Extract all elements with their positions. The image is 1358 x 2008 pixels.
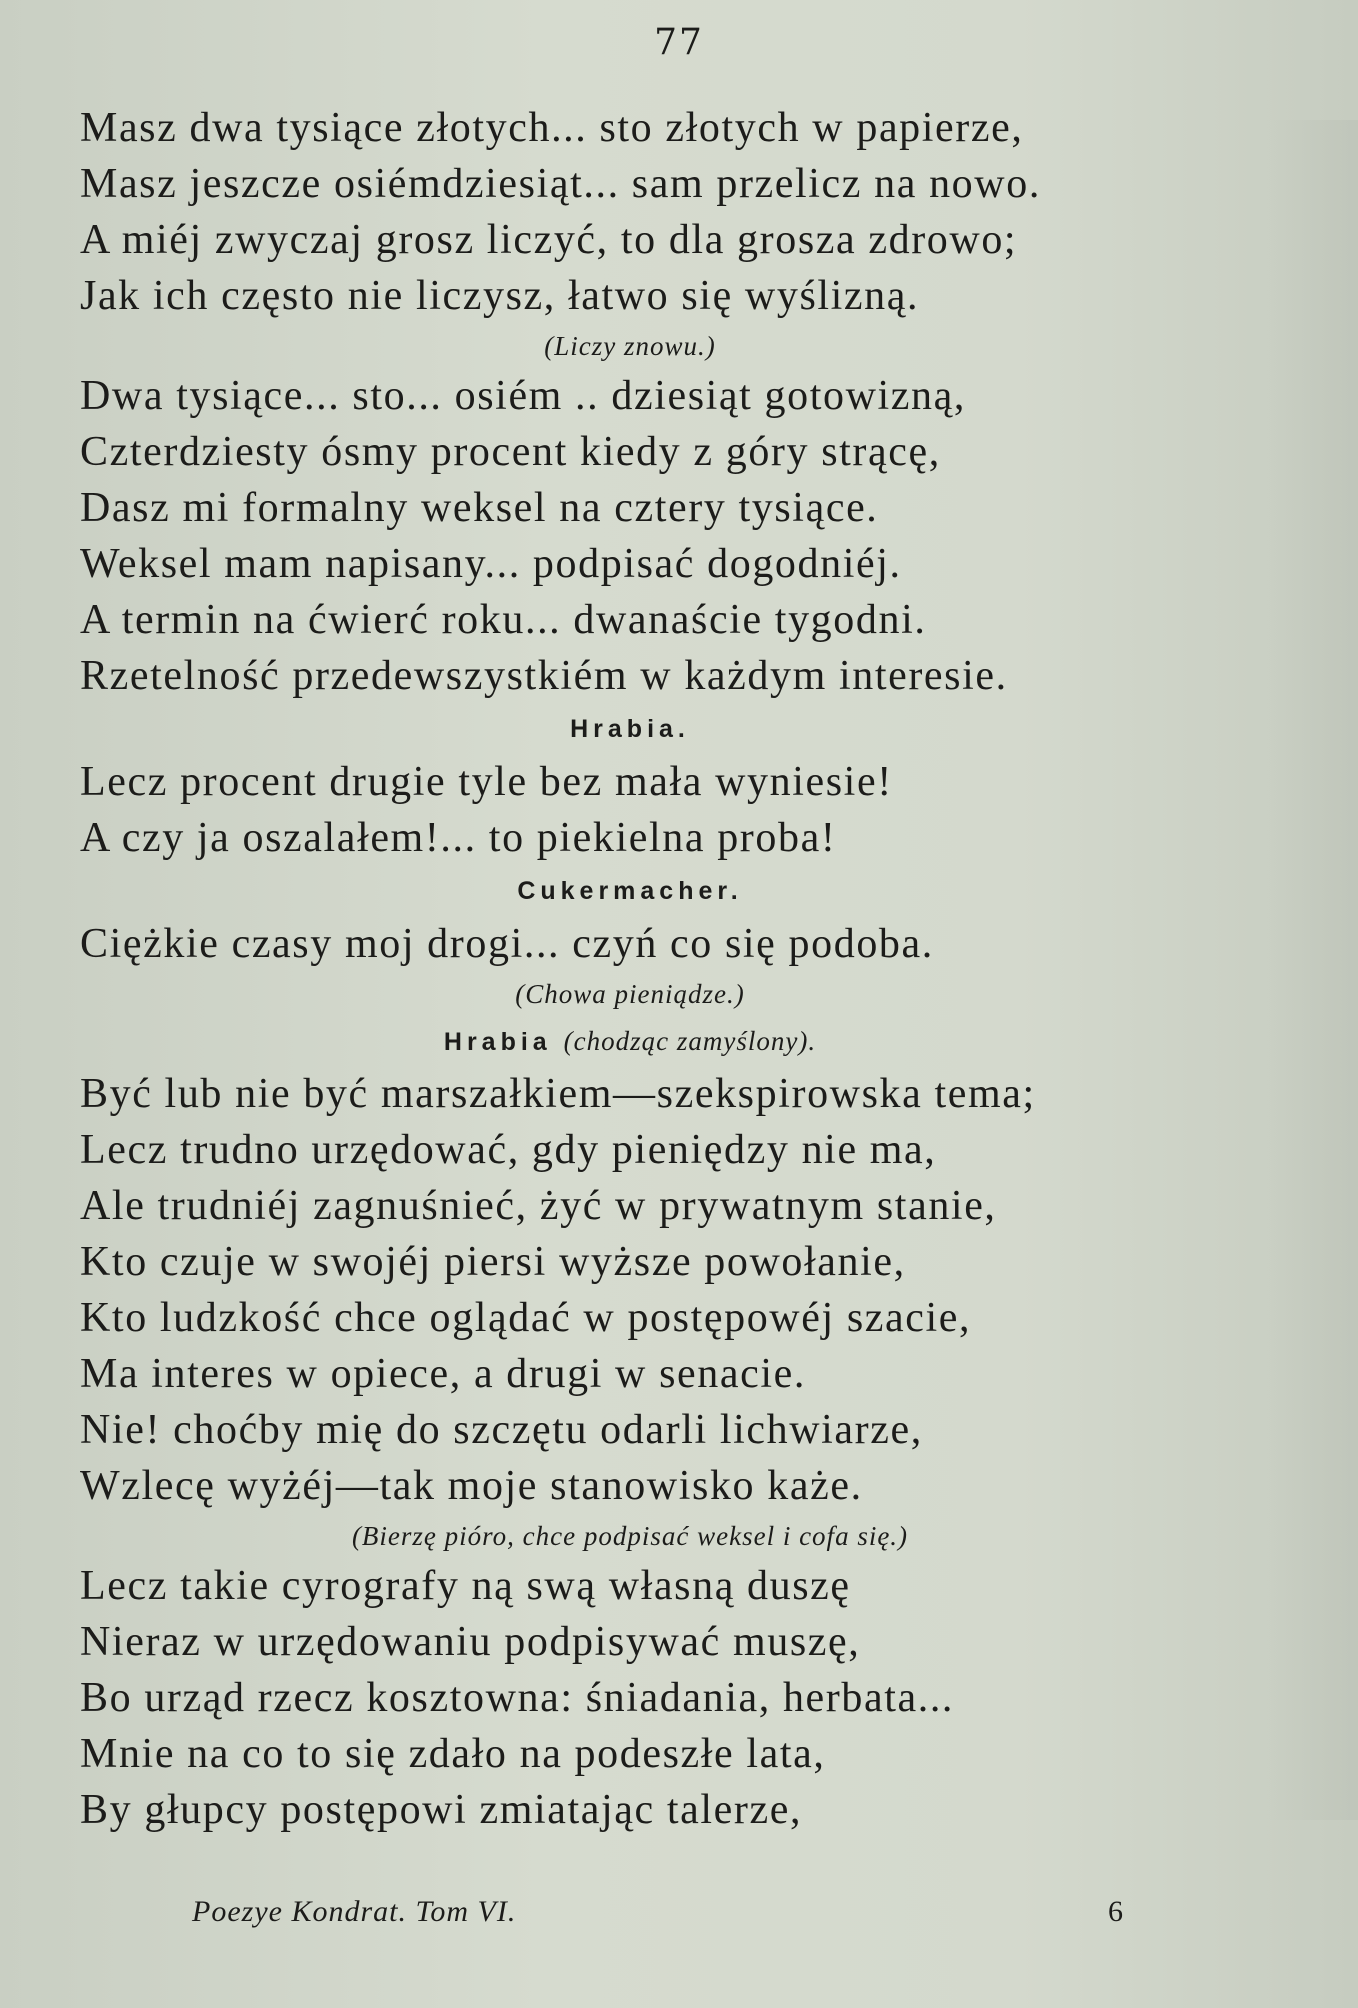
verse-line: Rzetelność przedewszystkiém w każdym interesie. — [80, 653, 1008, 699]
verse-line: Weksel mam napisany... podpisać dogodniéj. — [80, 541, 902, 587]
verse-line: A miéj zwyczaj grosz liczyć, to dla grosza zdrowo; — [80, 217, 1018, 263]
verse-line: Wzlecę wyżéj—tak moje stanowisko każe. — [80, 1463, 863, 1509]
speaker-name — [80, 1016, 1180, 1066]
stage-direction: (Chowa pieniądze.) — [515, 979, 745, 1009]
verse-line: A czy ja oszalałem!... to piekielna proba! — [80, 815, 837, 861]
speaker-name — [80, 704, 1180, 754]
verse-line: Jak ich często nie liczysz, łatwo się wyślizną. — [80, 273, 920, 319]
verse-line: Bo urząd rzecz kosztowna: śniadania, herbata... — [80, 1675, 955, 1721]
verse-line: Nieraz w urzędowaniu podpisywać muszę, — [80, 1619, 861, 1665]
speaker-name — [80, 866, 1180, 916]
speaker-label: Hrabia. — [570, 715, 690, 743]
verse-line: Mnie na co to się zdało na podeszłe lata, — [80, 1731, 826, 1777]
page-number: 77 — [654, 22, 704, 63]
verse-line: Masz dwa tysiące złotych... sto złotych w papierze, — [80, 105, 1024, 151]
verse-line: Lecz takie cyrografy ną swą własną duszę — [80, 1563, 851, 1609]
verse-line: Lecz trudno urzędować, gdy pieniędzy nie ma, — [80, 1127, 937, 1173]
verse-text-block — [80, 100, 1280, 1838]
verse-line: Dwa tysiące... sto... osiém .. dziesiąt gotowizną, — [80, 373, 966, 419]
verse-line: Czterdziesty ósmy procent kiedy z góry strącę, — [80, 429, 941, 475]
speaker-direction: (chodząc zamyślony). — [563, 1026, 817, 1056]
verse-line: Lecz procent drugie tyle bez mała wyniesie! — [80, 759, 893, 805]
verse-line: Kto czuje w swojéj piersi wyższe powołanie, — [80, 1239, 906, 1285]
verse-line: Ma interes w opiece, a drugi w senacie. — [80, 1351, 806, 1397]
verse-line: By głupcy postępowi zmiatając talerze, — [80, 1787, 803, 1833]
verse-line: Być lub nie być marszałkiem—szekspirowska tema; — [80, 1071, 1036, 1117]
stage-direction: (Liczy znowu.) — [544, 331, 716, 361]
page-shadow — [1268, 120, 1358, 1820]
stage-direction: (Bierzę pióro, chce podpisać weksel i cofa się.) — [351, 1521, 909, 1551]
speaker-label: Cukermacher. — [517, 877, 743, 905]
printer-signature: Poezye Kondrat. Tom VI. — [192, 1895, 517, 1928]
verse-line: Masz jeszcze osiémdziesiąt... sam przelicz na nowo. — [80, 161, 1041, 207]
verse-line: Kto ludzkość chce oglądać w postępowéj szacie, — [80, 1295, 972, 1341]
verse-line: Ale trudniéj zagnuśnieć, żyć w prywatnym stanie, — [80, 1183, 997, 1229]
speaker-label: Hrabia — [443, 1028, 552, 1056]
signature-mark: 6 — [1108, 1895, 1123, 1928]
verse-line: Dasz mi formalny weksel na cztery tysiące. — [80, 485, 879, 531]
verse-line: Ciężkie czasy moj drogi... czyń co się podoba. — [80, 921, 934, 967]
verse-line: Nie! choćby mię do szczętu odarli lichwiarze, — [80, 1407, 923, 1453]
verse-line: A termin na ćwierć roku... dwanaście tygodni. — [80, 597, 927, 643]
